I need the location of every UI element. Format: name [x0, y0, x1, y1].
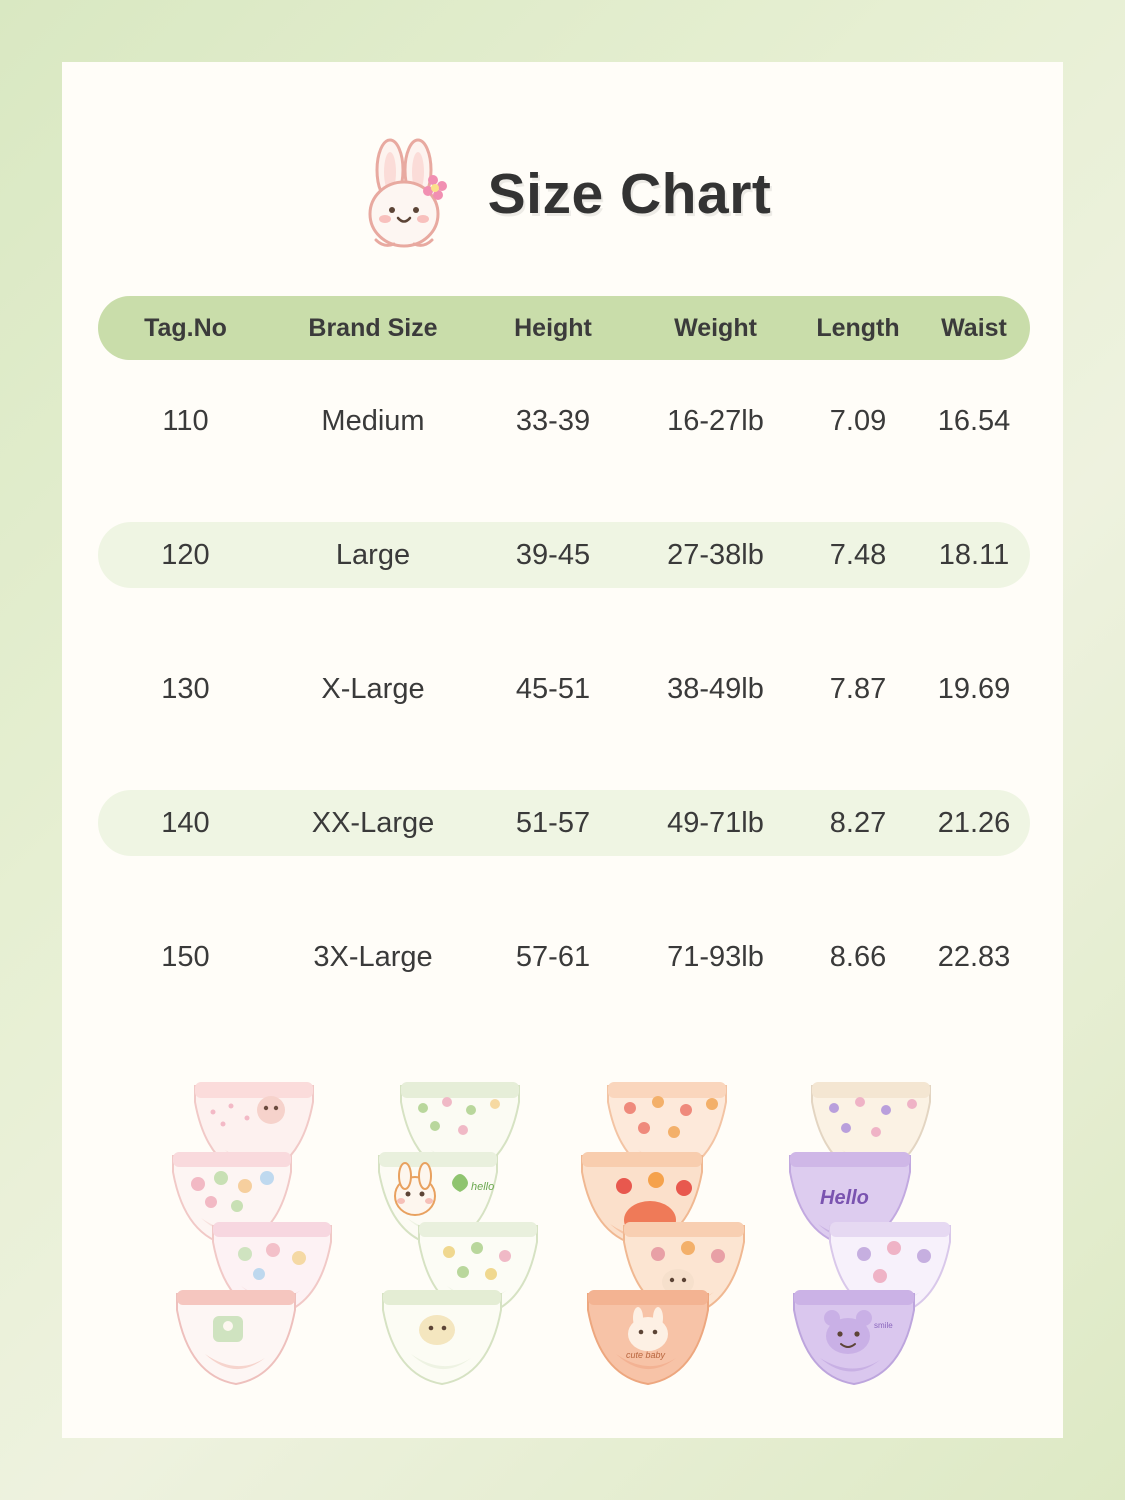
cell-length: 7.48	[829, 538, 887, 571]
column-header-height: Height	[514, 313, 592, 342]
size-chart-card	[62, 62, 1063, 1438]
cell-waist: 16.54	[937, 404, 1011, 437]
cell-height: 33-39	[515, 404, 591, 437]
svg-text:hello: hello	[471, 1181, 495, 1193]
cell-weight: 16-27lb	[667, 404, 764, 437]
cell-tag-no: 120	[161, 538, 210, 571]
table-row	[98, 924, 1030, 990]
scallop-edge-bottom	[62, 1412, 1063, 1438]
cell-weight: 71-93lb	[667, 940, 764, 973]
cell-waist: 19.69	[937, 672, 1011, 705]
cell-height: 39-45	[515, 538, 591, 571]
cell-tag-no: 140	[161, 806, 210, 839]
cell-length: 7.09	[829, 404, 887, 437]
cell-waist: 22.83	[937, 940, 1011, 973]
cell-height: 45-51	[515, 672, 591, 705]
product-photo-purple-set	[772, 1078, 972, 1388]
cell-waist: 18.11	[938, 538, 1010, 571]
cell-tag-no: 130	[161, 672, 210, 705]
cell-weight: 38-49lb	[667, 672, 764, 705]
cell-weight: 49-71lb	[667, 806, 764, 839]
size-table	[98, 296, 1030, 990]
cell-length: 8.66	[829, 940, 887, 973]
column-header-length: Length	[816, 313, 900, 342]
cell-brand-size: X-Large	[321, 672, 425, 705]
svg-text:smile: smile	[873, 1321, 893, 1330]
bunny-icon	[354, 136, 462, 252]
cell-brand-size: 3X-Large	[313, 940, 433, 973]
cell-brand-size: Medium	[321, 404, 425, 437]
table-row	[98, 388, 1030, 454]
cell-brand-size: XX-Large	[311, 806, 435, 839]
cell-length: 8.27	[829, 806, 887, 839]
product-photo-green-set	[359, 1078, 559, 1388]
column-header-tag-no: Tag.No	[144, 313, 227, 342]
svg-text:Hello: Hello	[819, 1187, 869, 1209]
chart-header	[98, 136, 1027, 252]
product-photo-pink-set	[153, 1078, 353, 1388]
table-row	[98, 656, 1030, 722]
cell-height: 57-61	[515, 940, 591, 973]
table-row	[98, 522, 1030, 588]
page-title: Size Chart	[487, 162, 772, 226]
cell-brand-size: Large	[335, 538, 411, 571]
svg-text:cute baby: cute baby	[625, 1350, 665, 1360]
cell-tag-no: 110	[162, 404, 209, 437]
cell-weight: 27-38lb	[667, 538, 764, 571]
table-row	[98, 790, 1030, 856]
column-header-brand-size: Brand Size	[308, 313, 438, 342]
column-header-weight: Weight	[674, 313, 757, 342]
cell-waist: 21.26	[937, 806, 1011, 839]
product-photo-gallery	[98, 1058, 1027, 1388]
product-photo-orange-set	[566, 1078, 766, 1388]
cell-height: 51-57	[515, 806, 591, 839]
cell-length: 7.87	[829, 672, 887, 705]
cell-tag-no: 150	[161, 940, 210, 973]
column-header-waist: Waist	[941, 313, 1007, 342]
table-header-row	[98, 296, 1030, 360]
